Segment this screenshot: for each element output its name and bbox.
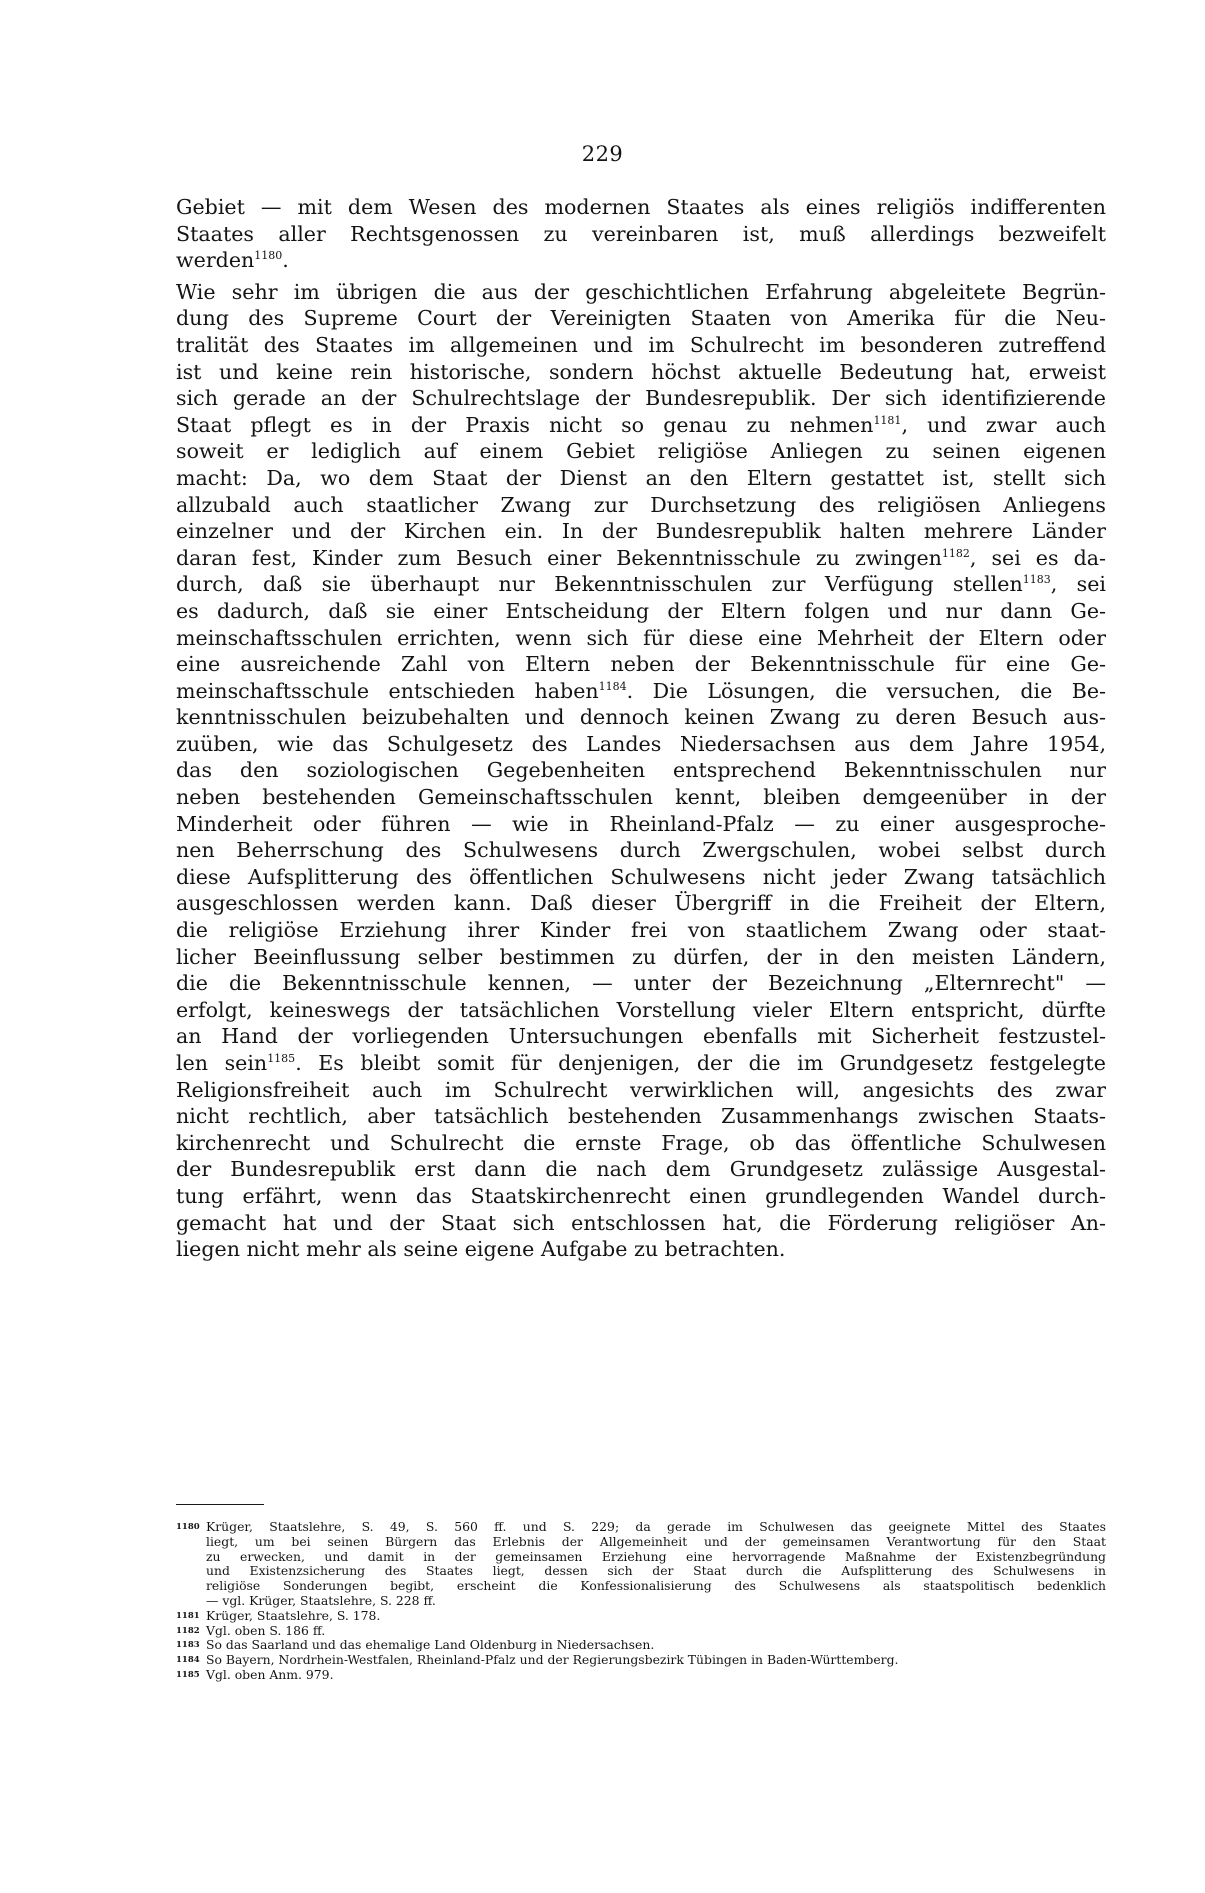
text-line — [176, 518, 1106, 545]
line-text-after: . Es bleibt somit für denjenigen, der die im Grundgesetz festgelegte — [295, 1051, 1106, 1075]
text-line — [176, 305, 1106, 332]
text-line — [176, 864, 1106, 891]
text-line — [176, 412, 1106, 439]
line-text: durch, daß sie überhaupt nur Bekenntnisschulen zur Verfügung stellen — [176, 572, 1023, 597]
line-text: der Bundesrepublik erst dann die nach dem Grundgesetz zulässige Ausgestal- — [176, 1157, 1106, 1182]
text-line — [176, 1050, 1106, 1077]
line-text: Minderheit oder führen — wie in Rheinland-Pfalz — zu einer ausgesproche- — [176, 811, 1106, 836]
footnote-number: 1180 — [176, 1522, 200, 1532]
text-line — [176, 678, 1106, 705]
text-line — [176, 1103, 1106, 1130]
text-line — [176, 545, 1106, 572]
text-line — [176, 332, 1106, 359]
text-line — [176, 784, 1106, 811]
line-text: ist und keine rein historische, sondern höchst aktuelle Bedeutung hat, erweist — [176, 359, 1106, 384]
line-text: nicht rechtlich, aber tatsächlich bestehenden Zusammenhangs zwischen Staats- — [176, 1104, 1106, 1129]
text-line — [176, 221, 1106, 248]
footnote-reference[interactable]: 1180 — [254, 249, 283, 263]
line-text: Staates aller Rechtsgenossen zu vereinbaren ist, muß allerdings bezweifelt — [176, 221, 1106, 246]
main-text — [176, 194, 1106, 1263]
text-line — [176, 247, 1106, 274]
footnote-text-line: So Bayern, Nordrhein-Westfalen, Rheinland-Pfalz und der Regierungsbezirk Tübingen in Baden-Württemberg. — [206, 1652, 899, 1668]
line-text: Staat pflegt es in der Praxis nicht so genau zu nehmen — [176, 412, 874, 437]
line-text-after: . Die Lösungen, die versuchen, die Be- — [626, 678, 1106, 703]
text-line — [176, 194, 1106, 221]
footnote-text-line: Vgl. oben Anm. 979. — [206, 1666, 334, 1682]
text-line — [176, 890, 1106, 917]
line-text-after: . — [282, 248, 289, 273]
text-line — [176, 704, 1106, 731]
footnote-reference[interactable]: 1183 — [1022, 573, 1051, 587]
text-line — [176, 279, 1106, 306]
line-text: eine ausreichende Zahl von Eltern neben der Bekenntnisschule für eine Ge- — [176, 652, 1106, 677]
line-text: das den soziologischen Gegebenheiten entsprechend Bekenntnisschulen nur — [176, 758, 1106, 783]
footnote-separator — [176, 1504, 264, 1505]
text-line — [176, 625, 1106, 652]
text-line — [176, 385, 1106, 412]
line-text: allzubald auch staatlicher Zwang zur Durchsetzung des religiösen Anliegens — [176, 492, 1106, 517]
line-text-after: , und zwar auch — [901, 412, 1106, 437]
line-text: die die Bekenntnisschule kennen, — unter der Bezeichnung „Elternrecht" — — [176, 971, 1106, 996]
text-line — [176, 465, 1106, 492]
line-text: die religiöse Erziehung ihrer Kinder frei von staatlichem Zwang oder staat- — [176, 918, 1106, 943]
text-line — [176, 1077, 1106, 1104]
text-line — [176, 837, 1106, 864]
line-text: licher Beeinflussung selber bestimmen zu dürfen, der in den meisten Ländern, — [176, 944, 1106, 969]
line-text: es dadurch, daß sie einer Entscheidung der Eltern folgen und nur dann Ge- — [176, 598, 1106, 623]
line-text: tralität des Staates im allgemeinen und im Schulrecht im besonderen zutreffend — [176, 332, 1106, 357]
line-text: erfolgt, keineswegs der tatsächlichen Vorstellung vieler Eltern entspricht, dürfte — [176, 997, 1106, 1022]
line-text: meinschaftsschulen errichten, wenn sich für diese eine Mehrheit der Eltern oder — [176, 625, 1106, 650]
line-text: Religionsfreiheit auch im Schulrecht verwirklichen will, angesichts des zwar — [176, 1077, 1106, 1102]
text-line — [176, 492, 1106, 519]
footnote-text-line: zu erwecken, und damit in der gemeinsamen Erziehung eine hervorragende Maßnahme der Existenzbegründung — [206, 1548, 1106, 1564]
text-line — [176, 970, 1106, 997]
text-line — [176, 1023, 1106, 1050]
text-line — [176, 359, 1106, 386]
text-line — [176, 1156, 1106, 1183]
line-text: gemacht hat und der Staat sich entschlossen hat, die Förderung religiöser An- — [176, 1210, 1106, 1235]
line-text-after: , sei — [1050, 572, 1106, 597]
line-text: ausgeschlossen werden kann. Daß dieser Übergriff in die Freiheit der Eltern, — [176, 891, 1106, 916]
text-line — [176, 997, 1106, 1024]
text-line — [176, 757, 1106, 784]
text-line — [176, 571, 1106, 598]
line-text: Gebiet — mit dem Wesen des modernen Staates als eines religiös indifferenten — [176, 195, 1106, 219]
text-line — [176, 811, 1106, 838]
footnote-text-line: Krüger, Staatslehre, S. 49, S. 560 ff. und S. 229; da gerade im Schulwesen das geeignete Mittel des Staates — [206, 1519, 1106, 1534]
line-text: Wie sehr im übrigen die aus der geschichtlichen Erfahrung abgeleitete Begrün- — [176, 279, 1106, 304]
footnote-text-line: Krüger, Staatslehre, S. 178. — [206, 1607, 381, 1623]
line-text: kenntnisschulen beizubehalten und dennoch keinen Zwang zu deren Besuch aus- — [176, 705, 1106, 730]
footnote-number: 1185 — [176, 1669, 200, 1680]
line-text: len sein — [176, 1051, 268, 1075]
footnote-1180 — [176, 1520, 1106, 1609]
footnote-1185 — [176, 1668, 1106, 1683]
line-text: nen Beherrschung des Schulwesens durch Zwergschulen, wobei selbst durch — [176, 838, 1106, 863]
text-line — [176, 1236, 1106, 1263]
text-line — [176, 651, 1106, 678]
text-line — [176, 598, 1106, 625]
line-text: zuüben, wie das Schulgesetz des Landes Niedersachsen aus dem Jahre 1954, — [176, 731, 1106, 756]
footnote-number: 1182 — [176, 1625, 200, 1636]
text-line — [176, 917, 1106, 944]
footnote-text-line: liegt, um bei seinen Bürgern das Erlebnis der Allgemeinheit und der gemeinsamen Verantwortung für den Staat — [206, 1533, 1106, 1549]
line-text: sich gerade an der Schulrechtslage der Bundesrepublik. Der sich identifizierende — [176, 386, 1106, 411]
line-text: neben bestehenden Gemeinschaftsschulen kennt, bleiben demgeenüber in der — [176, 785, 1106, 810]
line-text: daran fest, Kinder zum Besuch einer Bekenntnisschule zu zwingen — [176, 545, 942, 570]
text-line — [176, 944, 1106, 971]
footnote-reference[interactable]: 1182 — [941, 546, 970, 560]
line-text: meinschaftsschule entschieden haben — [176, 678, 599, 703]
text-line — [176, 731, 1106, 758]
line-text: diese Aufsplitterung des öffentlichen Schulwesens nicht jeder Zwang tatsächlich — [176, 864, 1106, 889]
text-line — [176, 1130, 1106, 1157]
footnote-1181 — [176, 1609, 1106, 1624]
footnote-text-line: So das Saarland und das ehemalige Land Oldenburg in Niedersachsen. — [206, 1637, 655, 1653]
footnote-reference[interactable]: 1181 — [873, 413, 902, 427]
footnote-1184 — [176, 1653, 1106, 1668]
line-text: liegen nicht mehr als seine eigene Aufgabe zu betrachten. — [176, 1237, 786, 1262]
line-text: tung erfährt, wenn das Staatskirchenrecht einen grundlegenden Wandel durch- — [176, 1183, 1106, 1208]
footnote-number: 1183 — [176, 1640, 200, 1651]
page-number: 229 — [581, 142, 624, 166]
footnote-reference[interactable]: 1185 — [267, 1052, 296, 1066]
footnote-text-line: Vgl. oben S. 186 ff. — [206, 1622, 326, 1638]
line-text: kirchenrecht und Schulrecht die ernste Frage, ob das öffentliche Schulwesen — [176, 1130, 1106, 1155]
footnote-text-line: und Existenzsicherung des Staates liegt, dessen sich der Staat durch die Aufsplitterung des Schulwesens in — [206, 1563, 1106, 1579]
footnote-number: 1181 — [176, 1610, 200, 1621]
line-text-after: , sei es da- — [969, 545, 1106, 570]
footnote-text-line: — vgl. Krüger, Staatslehre, S. 228 ff. — [206, 1592, 436, 1608]
footnotes — [176, 1520, 1106, 1683]
text-line — [176, 1210, 1106, 1237]
footnote-1182 — [176, 1624, 1106, 1639]
footnote-text-line: religiöse Sonderungen begibt, erscheint die Konfessionalisierung des Schulwesens als staatspolitisch bedenklich — [206, 1578, 1106, 1594]
line-text: an Hand der vorliegenden Untersuchungen ebenfalls mit Sicherheit festzustel- — [176, 1024, 1106, 1049]
line-text: werden — [176, 248, 255, 273]
footnote-1183 — [176, 1638, 1106, 1653]
footnote-number: 1184 — [176, 1655, 200, 1666]
text-line — [176, 438, 1106, 465]
footnote-reference[interactable]: 1184 — [598, 679, 627, 693]
line-text: dung des Supreme Court der Vereinigten Staaten von Amerika für die Neu- — [176, 306, 1106, 331]
line-text: einzelner und der Kirchen ein. In der Bundesrepublik halten mehrere Länder — [176, 519, 1106, 544]
text-line — [176, 1183, 1106, 1210]
line-text: soweit er lediglich auf einem Gebiet religiöse Anliegen zu seinen eigenen — [176, 439, 1106, 464]
line-text: macht: Da, wo dem Staat der Dienst an den Eltern gestattet ist, stellt sich — [176, 465, 1106, 490]
